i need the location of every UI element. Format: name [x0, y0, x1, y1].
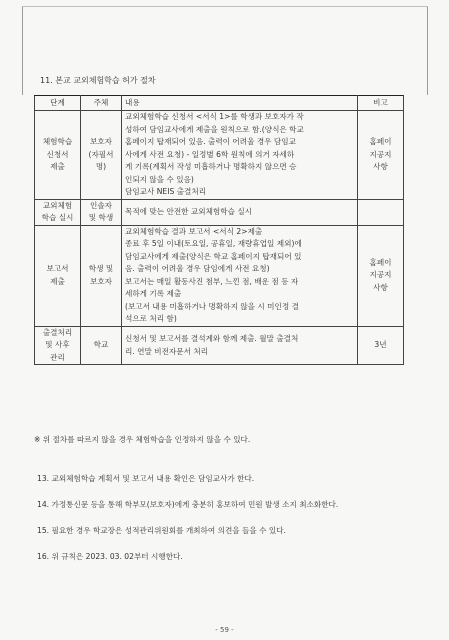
stage-cell: 체험학습 신청서 제출	[35, 111, 81, 200]
page-number: - 59 -	[215, 626, 234, 634]
header-note: 비고	[358, 96, 404, 111]
content-cell: 신청서 및 보고서를 결석계와 함께 제출. 월말 출결처 리. 연말 비전자문서 처리	[122, 326, 358, 365]
subject-cell: 보호자 (자필서 명)	[81, 111, 122, 200]
top-rule	[22, 6, 428, 7]
clause-15: 15. 필요한 경우 학교장은 성적관리위원회를 개최하여 의견을 들을 수 있다.	[37, 526, 286, 535]
subject-cell: 학교	[81, 326, 122, 365]
footnote: ※ 위 절차를 따르지 않을 경우 체험학습을 인정하지 않을 수 있다.	[34, 435, 251, 444]
note-cell: 3년	[358, 326, 404, 365]
content-cell: 교외체험학습 결과 보고서 <서식 2>제출 종료 후 5일 이내(토요일, 공휴일, 재량휴업일 제외)에 담임교사에게 제출(양식은 학교 홈페이지 탑재되어 있 음. 출력이 어려울 경우 담임에게 사전 요청) 보고서는 매일 활동사진 첨부, 느낀 점, 배운 점 등 자 세하게 기록 제출 (보고서 내용 미흡하거나 명확하지 않을 시 미인정 결 석으로 처리 함)	[122, 225, 358, 326]
note-cell: 홈페이 지공지 사항	[358, 111, 404, 200]
stage-cell: 교외체험 학습 실시	[35, 199, 81, 225]
note-cell	[358, 199, 404, 225]
stage-cell: 보고서 제출	[35, 225, 81, 326]
subject-cell: 학생 및 보호자	[81, 225, 122, 326]
procedure-table	[34, 95, 404, 365]
clause-13: 13. 교외체험학습 계획서 및 보고서 내용 확인은 담임교사가 한다.	[37, 474, 255, 483]
section-title: 11. 본교 교외체험학습 허가 절차	[40, 76, 156, 85]
subject-cell: 인솔자 및 학생	[81, 199, 122, 225]
header-subject: 주체	[81, 96, 122, 111]
table-header-row	[35, 96, 404, 111]
content-cell: 교외체험학습 신청서 <서식 1>를 학생과 보호자가 작 성하여 담임교사에게 제출을 원칙으로 함.(양식은 학교 홈페이지 탑재되어 있음. 출력이 어려울 경우 담임교 사에게 사전 요청) - 일정별 6학 원칙에 의거 자세하 게 기록(계획서 작성 미흡하거나 명확하지 않으면 승 인되지 않을 수 있음) 담임교사 NEIS 출결처리	[122, 111, 358, 200]
right-margin-line	[427, 7, 428, 95]
table-row	[35, 199, 404, 225]
left-margin-line	[22, 7, 23, 95]
stage-cell: 출결처리 및 사후 관리	[35, 326, 81, 365]
content-cell: 목적에 맞는 안전한 교외체험학습 실시	[122, 199, 358, 225]
header-content: 내용	[122, 96, 358, 111]
clause-16: 16. 위 규칙은 2023. 03. 02부터 시행한다.	[37, 552, 183, 561]
note-cell: 홈페이 지공지 사항	[358, 225, 404, 326]
table-row	[35, 225, 404, 326]
header-stage: 단계	[35, 96, 81, 111]
clause-14: 14. 가정통신문 등을 통해 학부모(보호자)에게 충분히 홍보하여 민원 발생 소지 최소화한다.	[37, 500, 339, 509]
table-row	[35, 111, 404, 200]
table-row	[35, 326, 404, 365]
